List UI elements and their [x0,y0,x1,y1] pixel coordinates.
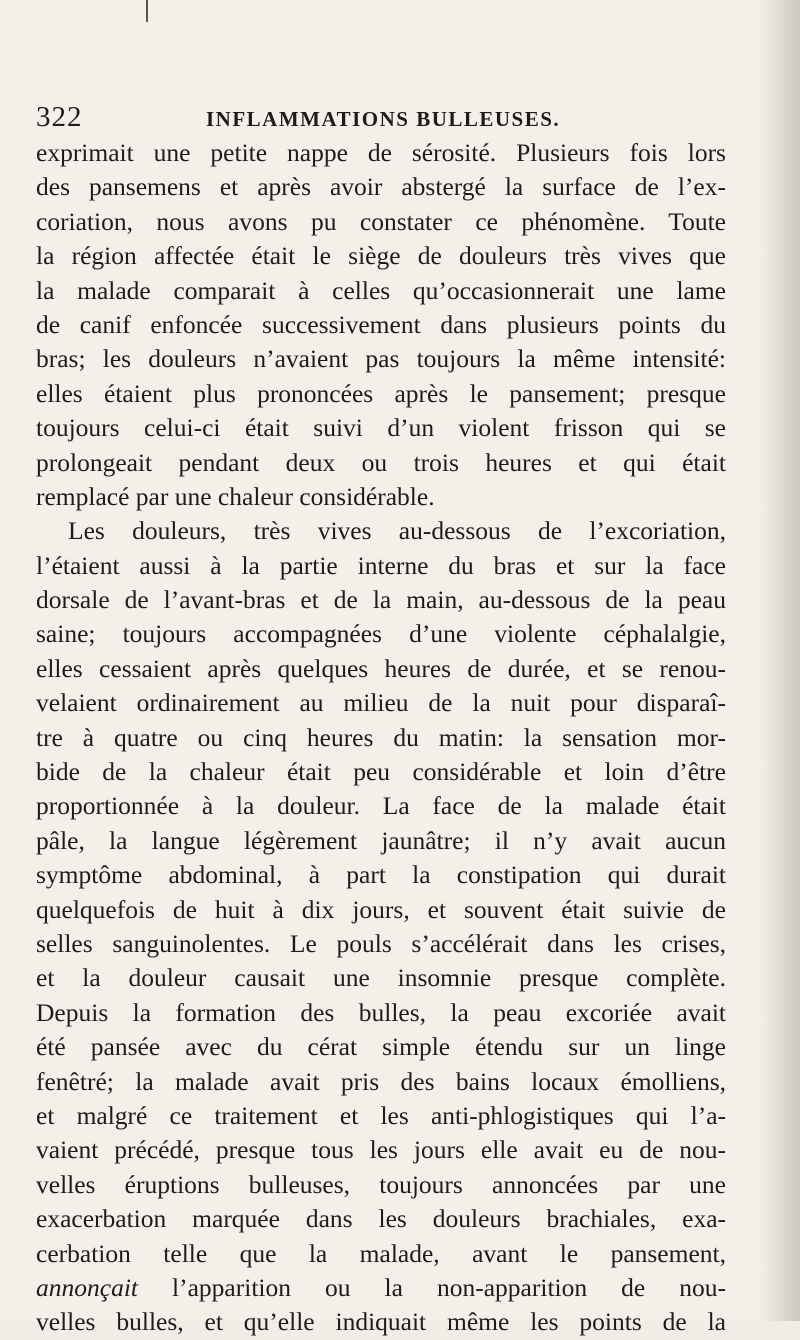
text-line: tre à quatre ou cinq heures du matin: la sensation mor- [36,722,726,752]
text-line: l’étaient aussi à la partie interne du bras et sur la face [36,550,726,580]
text-line: été pansée avec du cérat simple étendu sur un linge [36,1032,726,1062]
text-line: quelquefois de huit à dix jours, et souvent était suivie de [36,894,726,924]
text-line: pâle, la langue légèrement jaunâtre; il n’y avait aucun [36,825,726,855]
text-line: prolongeait pendant deux ou trois heures et qui était [36,447,726,477]
italic-word: annonçait [36,1272,138,1302]
text-line: symptôme abdominal, à part la constipation qui durait [36,860,726,890]
text-line: la région affectée était le siège de douleurs très vives que [36,241,726,271]
paragraph-end-line: remplacé par une chaleur considérable. [36,481,435,511]
text-line: cerbation telle que la malade, avant le pansement, [36,1238,726,1268]
text-line: et malgré ce traitement et les anti-phlogistiques qui l’a- [36,1100,726,1130]
text-line: velles bulles, et qu’elle indiquait même les points de la [36,1307,726,1337]
text-line: bide de la chaleur était peu considérable et loin d’être [36,757,726,787]
text-line: exacerbation marquée dans les douleurs brachiales, exa- [36,1204,726,1234]
page-number: 322 [36,101,83,133]
text-line: dorsale de l’avant-bras et de la main, au-dessous de la peau [36,585,726,615]
text-line: vaient précédé, presque tous les jours elle avait eu de nou- [36,1135,726,1165]
text-line: la malade comparait à celles qu’occasionnerait une lame [36,275,726,305]
text-line: velles éruptions bulleuses, toujours annoncées par une [36,1169,726,1199]
text-line: selles sanguinolentes. Le pouls s’accélérait dans les crises, [36,928,726,958]
text-line: fenêtré; la malade avait pris des bains locaux émolliens, [36,1066,726,1096]
text-line: de canif enfoncée successivement dans plusieurs points du [36,309,726,339]
text-line: toujours celui-ci était suivi d’un violent frisson qui se [36,413,726,443]
text-line: elles étaient plus prononcées après le pansement; presque [36,378,726,408]
text-line: exprimait une petite nappe de sérosité. Plusieurs fois lors [36,138,726,167]
page-header [36,100,726,134]
text-line: saine; toujours accompagnées d’une violente céphalalgie, [36,619,726,649]
margin-mark [146,0,148,22]
body-text [36,136,726,1340]
text-line: Depuis la formation des bulles, la peau excoriée avait [36,997,726,1027]
text-line: des pansemens et après avoir abstergé la surface de l’ex- [36,172,726,202]
text-line: elles cessaient après quelques heures de durée, et se renou- [36,653,726,683]
text-line: bras; les douleurs n’avaient pas toujours la même intensité: [36,344,726,374]
text-line: coriation, nous avons pu constater ce phénomène. Toute [36,206,726,236]
text-line-with-italic [36,1271,726,1305]
text-line: et la douleur causait une insomnie presque complète. [36,963,726,993]
page-edge-shadow [760,0,800,1321]
paragraph-start-line: Les douleurs, très vives au-dessous de l’excoriation, [68,516,726,546]
text-line-rest: l’apparition ou la non-apparition de nou- [138,1272,726,1302]
text-line: velaient ordinairement au milieu de la nuit pour disparaî- [36,688,726,718]
text-line: proportionnée à la douleur. La face de la malade était [36,791,726,821]
running-head: INFLAMMATIONS BULLEUSES. [206,107,561,131]
